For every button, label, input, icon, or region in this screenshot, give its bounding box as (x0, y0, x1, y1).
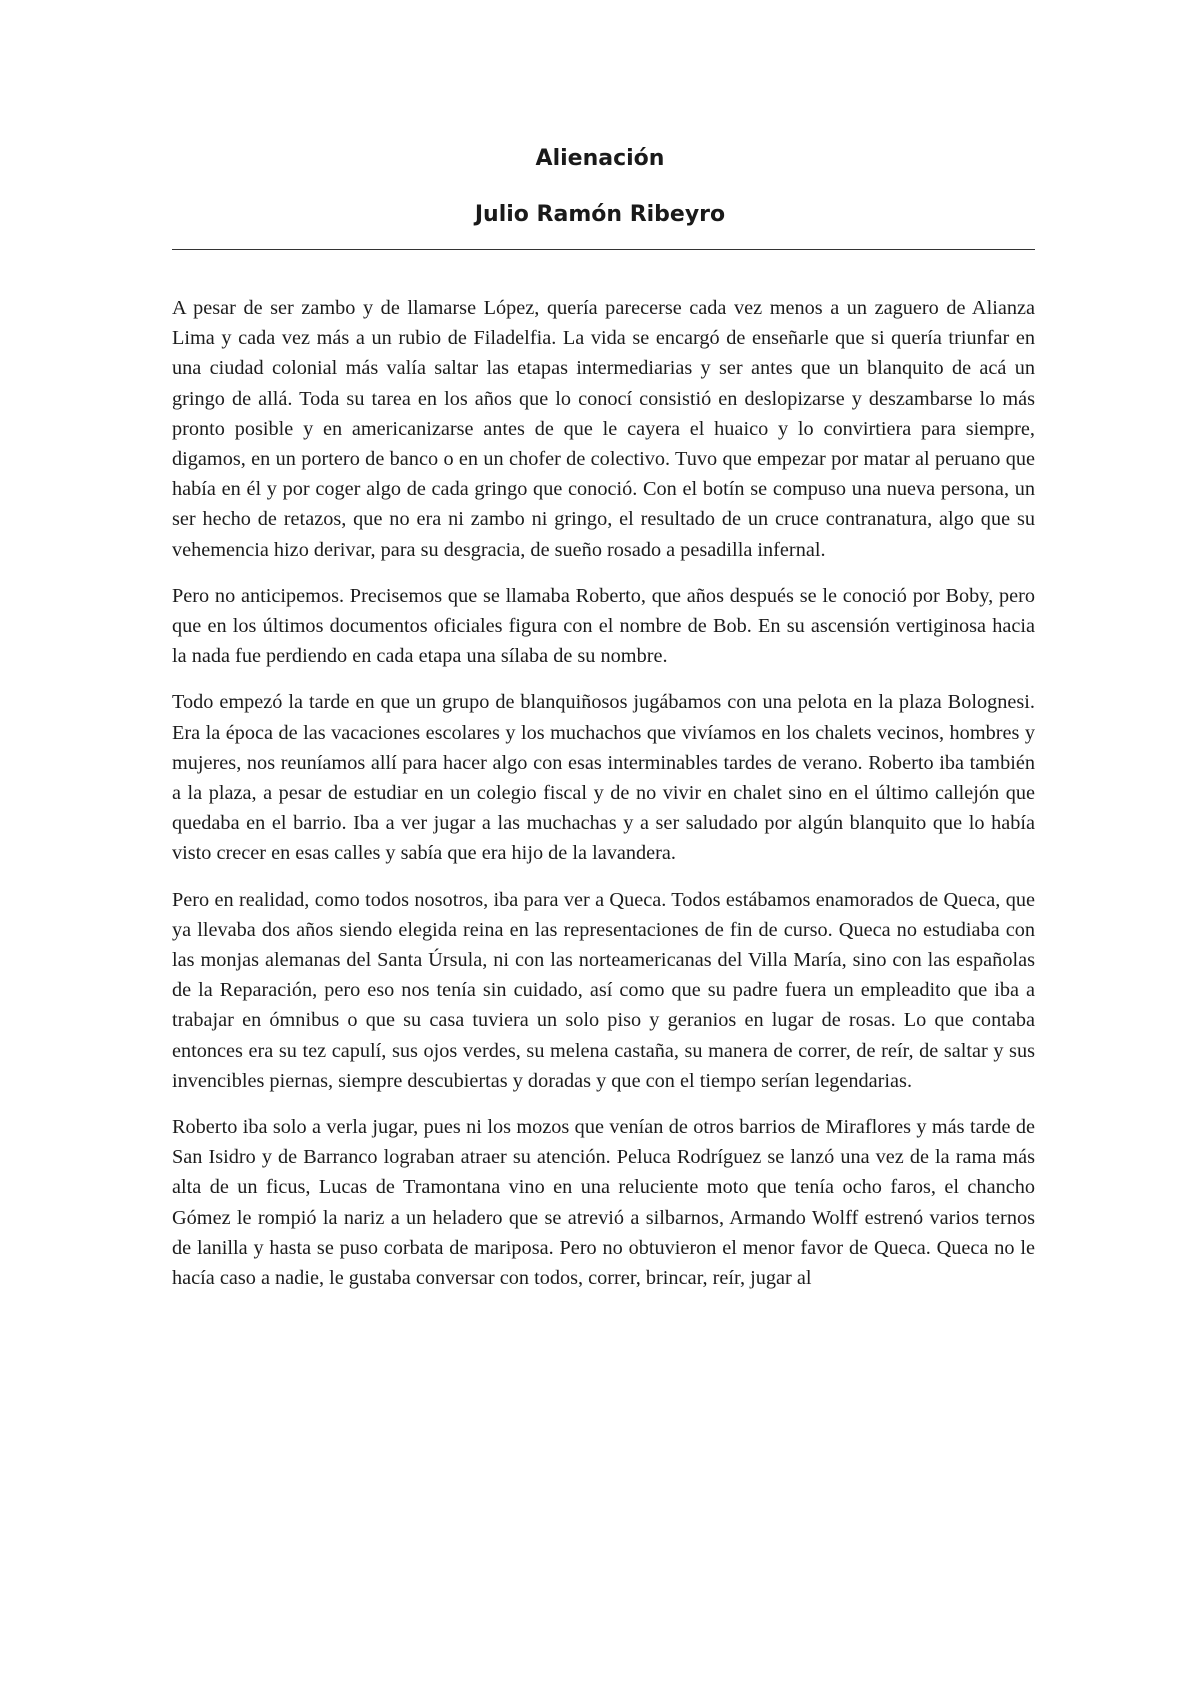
paragraph: Roberto iba solo a verla jugar, pues ni los mozos que venían de otros barrios de Miraflores y más tarde de San Isidro y de Barranco lograban atraer su atención. Peluca Rodríguez se lanzó una vez de la rama más alta de un ficus, Lucas de Tramontana vino en una reluciente moto que tenía ocho faros, el chancho Gómez le rompió la nariz a un heladero que se atrevió a silbarnos, Armando Wolff estrenó varios ternos de lanilla y hasta se puso corbata de mariposa. Pero no obtuvieron el menor favor de Queca. Queca no le hacía caso a nadie, le gustaba conversar con todos, correr, brincar, reír, jugar al (172, 1116, 1035, 1290)
document-title: Alienación (535, 146, 665, 171)
document-body (172, 293, 1035, 1309)
paragraph: Pero en realidad, como todos nosotros, iba para ver a Queca. Todos estábamos enamorados de Queca, que ya llevaba dos años siendo elegida reina en las representaciones de fin de curso. Queca no estudiaba con las monjas alemanas del Santa Úrsula, ni con las norteamericanas del Villa María, sino con las españolas de la Reparación, pero eso nos tenía sin cuidado, así como que su padre fuera un empleadito que iba a trabajar en ómnibus o que su casa tuviera un solo piso y geranios en lugar de rosas. Lo que contaba entonces era su tez capulí, sus ojos verdes, su melena castaña, su manera de correr, de reír, de saltar y sus invencibles piernas, siempre descubiertas y doradas y que con el tiempo serían legendarias. (172, 888, 1035, 1092)
title-divider (172, 249, 1035, 250)
paragraph: A pesar de ser zambo y de llamarse López, quería parecerse cada vez menos a un zaguero de Alianza Lima y cada vez más a un rubio de Filadelfia. La vida se encargó de enseñarle que si quería triunfar en una ciudad colonial más valía saltar las etapas intermediarias y ser antes que un blanquito de acá un gringo de allá. Toda su tarea en los años que lo conocí consistió en deslopizarse y deszambarse lo más pronto posible y en americanizarse antes de que le cayera el huaico y lo convirtiera para siempre, digamos, en un portero de banco o en un chofer de colectivo. Tuvo que empezar por matar al peruano que había en él y por coger algo de cada gringo que conoció. Con el botín se compuso una nueva persona, un ser hecho de retazos, que no era ni zambo ni gringo, el resultado de un cruce contranatura, algo que su vehemencia hizo derivar, para su desgracia, de sueño rosado a pesadilla infernal. (172, 297, 1035, 561)
document-author: Julio Ramón Ribeyro (474, 202, 726, 227)
paragraph: Pero no anticipemos. Precisemos que se llamaba Roberto, que años después se le conoció por Boby, pero que en los últimos documentos oficiales figura con el nombre de Bob. En su ascensión vertiginosa hacia la nada fue perdiendo en cada etapa una sílaba de su nombre. (172, 584, 1035, 668)
paragraph: Todo empezó la tarde en que un grupo de blanquiñosos jugábamos con una pelota en la plaza Bolognesi. Era la época de las vacaciones escolares y los muchachos que vivíamos en los chalets vecinos, hombres y mujeres, nos reuníamos allí para hacer algo con esas interminables tardes de verano. Roberto iba también a la plaza, a pesar de estudiar en un colegio fiscal y de no vivir en chalet sino en el último callejón que quedaba en el barrio. Iba a ver jugar a las muchachas y a ser saludado por algún blanquito que lo había visto crecer en esas calles y sabía que era hijo de la lavandera. (172, 691, 1035, 865)
